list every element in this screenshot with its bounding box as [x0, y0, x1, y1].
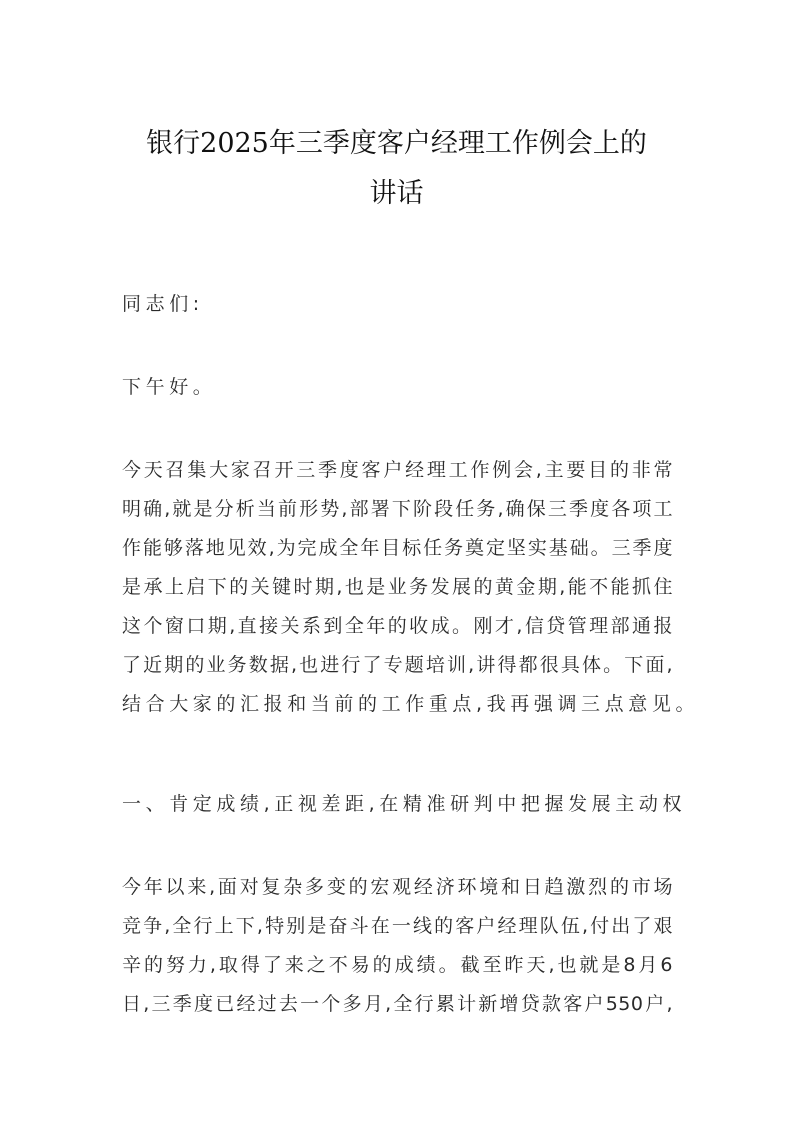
document-title-line-1: 银行2025年三季度客户经理工作例会上的 — [146, 128, 647, 159]
document-title-line-2: 讲话 — [369, 178, 424, 209]
paragraph-line: 这个窗口期,直接关系到全年的收成。刚才,信贷管理部通报 — [122, 615, 673, 637]
section-heading: 一、肯定成绩,正视差距,在精准研判中把握发展主动权 — [122, 793, 687, 815]
paragraph-line: 了近期的业务数据,也进行了专题培训,讲得都很具体。下面, — [122, 654, 673, 676]
paragraph-line: 今年以来,面对复杂多变的宏观经济环境和日趋激烈的市场 — [122, 876, 673, 898]
paragraph-line: 结合大家的汇报和当前的工作重点,我再强调三点意见。 — [122, 693, 700, 715]
paragraph-line: 辛的努力,取得了来之不易的成绩。截至昨天,也就是8月6 — [122, 954, 673, 976]
paragraph-line: 作能够落地见效,为完成全年目标任务奠定坚实基础。三季度 — [122, 537, 673, 559]
paragraph-line: 明确,就是分析当前形势,部署下阶段任务,确保三季度各项工 — [122, 498, 673, 520]
paragraph-line: 竞争,全行上下,特别是奋斗在一线的客户经理队伍,付出了艰 — [122, 915, 673, 937]
salutation: 同志们: — [122, 293, 204, 315]
paragraph-line: 日,三季度已经过去一个多月,全行累计新增贷款客户550户, — [122, 993, 673, 1015]
paragraph-line: 是承上启下的关键时期,也是业务发展的黄金期,能不能抓住 — [122, 576, 673, 598]
greeting: 下午好。 — [122, 376, 217, 398]
paragraph-line: 今天召集大家召开三季度客户经理工作例会,主要目的非常 — [122, 459, 673, 481]
